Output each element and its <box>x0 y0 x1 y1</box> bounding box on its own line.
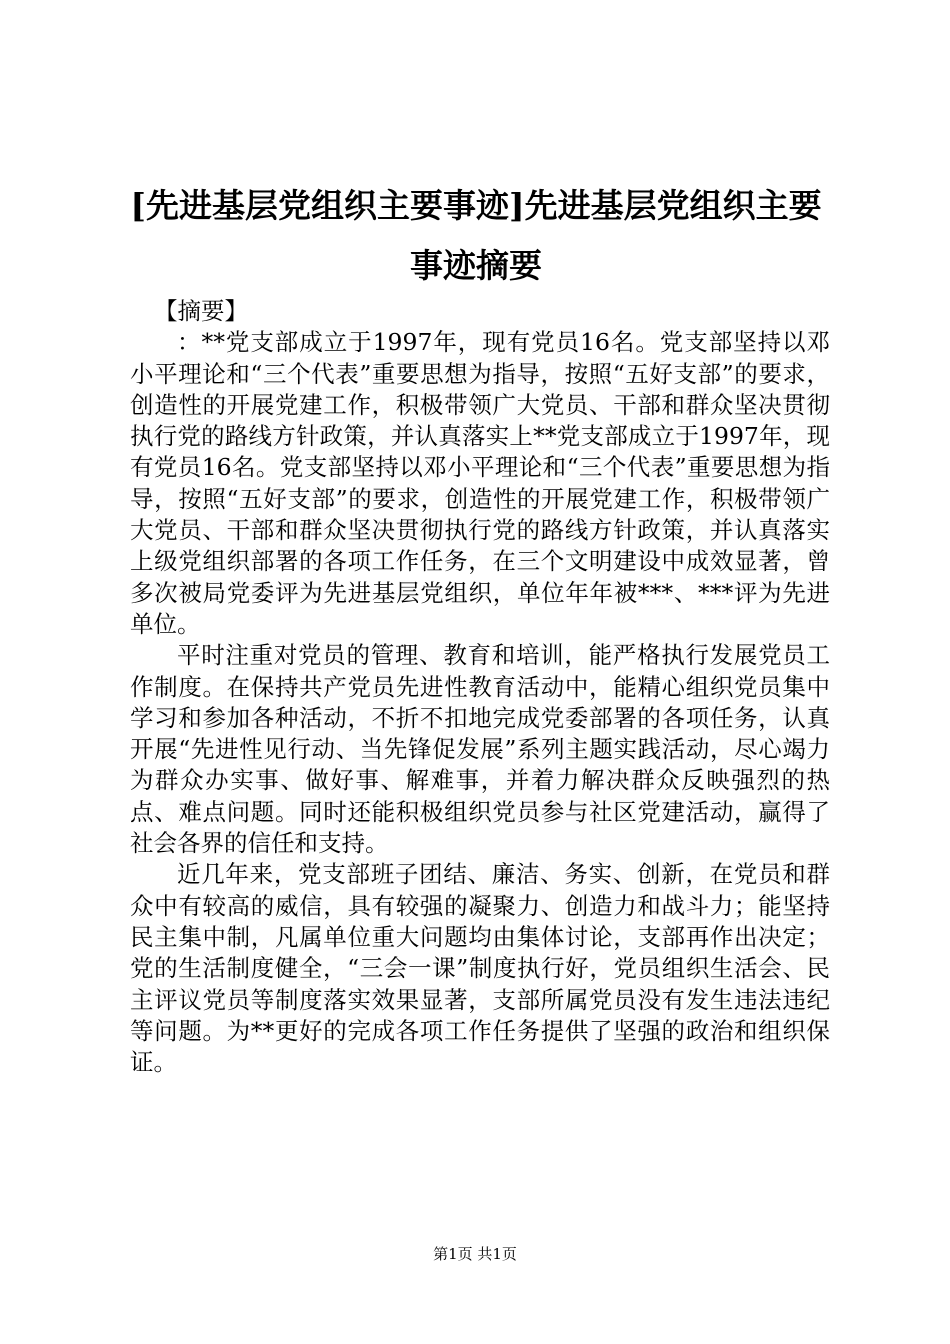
page-number-footer: 第1页 共1页 <box>433 1245 517 1263</box>
paragraph: 近几年来，党支部班子团结、廉洁、务实、创新，在党员和群众中有较高的威信，具有较强的凝聚力、创造力和战斗力；能坚持民主集中制，凡属单位重大问题均由集体讨论，支部再作出决定；党的生活制度健全，“三会一课”制度执行好，党员组织生活会、民主评议党员等制度落实效果显著，支部所属党员没有发生违法违纪等问题。为**更好的完成各项工作任务提供了坚强的政治和组织保证。 <box>130 860 830 1077</box>
abstract-label: 【摘要】 <box>154 297 248 325</box>
paragraph: ：**党支部成立于1997年，现有党员16名。党支部坚持以邓小平理论和“三个代表”重要思想为指导，按照“五好支部”的要求，创造性的开展党建工作，积极带领广大党员、干部和群众坚决贯彻执行党的路线方针政策，并认真落实上**党支部成立于1997年，现有党员16名。党支部坚持以邓小平理论和“三个代表”重要思想为指导，按照“五好支部”的要求，创造性的开展党建工作，积极带领广大党员、干部和群众坚决贯彻执行党的路线方针政策，并认真落实上级党组织部署的各项工作任务，在三个文明建设中成效显著，曾多次被局党委评为先进基层党组织，单位年年被***、***评为先进单位。 <box>130 328 830 638</box>
paragraph: 平时注重对党员的管理、教育和培训，能严格执行发展党员工作制度。在保持共产党员先进性教育活动中，能精心组织党员集中学习和参加各种活动，不折不扣地完成党委部署的各项任务，认真开展“先进性见行动、当先锋促发展”系列主题实践活动，尽心竭力为群众办实事、做好事、解难事，并着力解决群众反映强烈的热点、难点问题。同时还能积极组织党员参与社区党建活动，赢得了社会各界的信任和支持。 <box>130 641 830 858</box>
document-title: [先进基层党组织主要事迹]先进基层党组织主要事迹摘要 <box>130 186 822 285</box>
document-body <box>130 296 830 1078</box>
